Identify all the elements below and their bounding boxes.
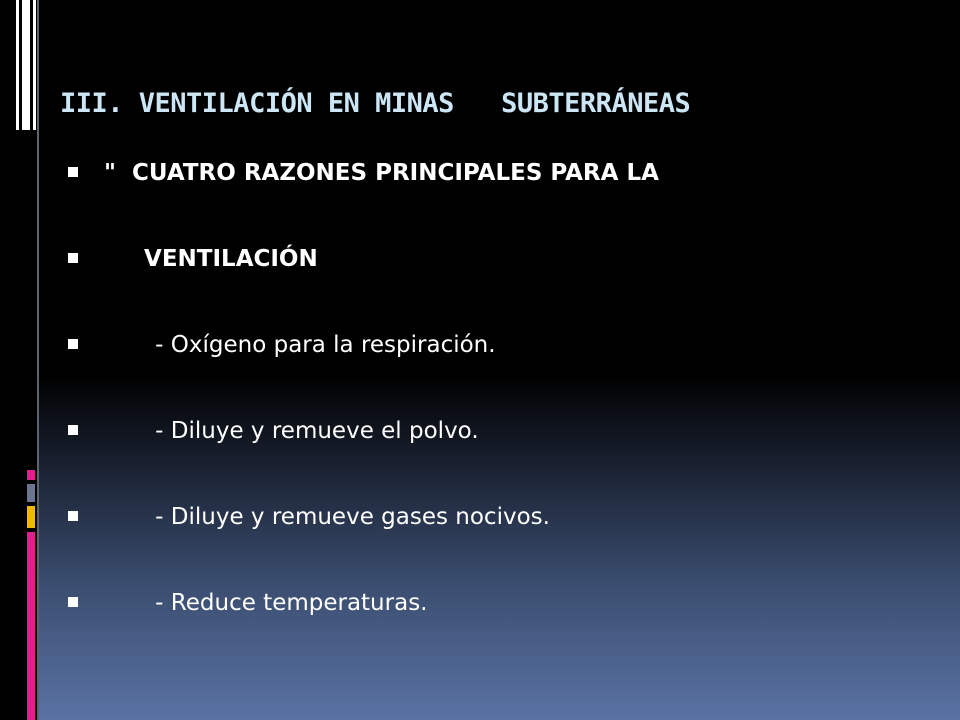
bullet-text: - Oxígeno para la respiración. <box>104 332 496 358</box>
bullet-item <box>64 148 944 234</box>
bullet-marker-icon <box>68 597 78 607</box>
bullet-item <box>64 578 944 664</box>
bullet-text: - Reduce temperaturas. <box>104 590 428 616</box>
accent-stripe-gray <box>27 484 35 502</box>
deco-bar <box>22 0 30 130</box>
deco-bar <box>16 0 19 130</box>
bullet-text: - Diluye y remueve gases nocivos. <box>104 504 550 530</box>
bullet-marker-icon <box>68 425 78 435</box>
deco-bar <box>33 0 36 130</box>
bullet-item <box>64 320 944 406</box>
bullet-item <box>64 492 944 578</box>
accent-stripe-magenta-long <box>27 532 35 720</box>
bullet-marker-icon <box>68 511 78 521</box>
bullet-text: - Diluye y remueve el polvo. <box>104 418 479 444</box>
accent-stripe-magenta <box>27 470 35 480</box>
top-left-decoration <box>0 0 40 130</box>
bullet-text: " CUATRO RAZONES PRINCIPALES PARA LA <box>104 160 659 186</box>
accent-stripe-yellow <box>27 506 35 528</box>
slide-title: III. VENTILACIÓN EN MINAS SUBTERRÁNEAS <box>60 88 691 119</box>
bullet-marker-icon <box>68 339 78 349</box>
bullet-marker-icon <box>68 167 78 177</box>
bullet-list <box>64 148 944 664</box>
bullet-item <box>64 234 944 320</box>
bullet-text: VENTILACIÓN <box>104 246 318 272</box>
bullet-marker-icon <box>68 253 78 263</box>
bullet-item <box>64 406 944 492</box>
